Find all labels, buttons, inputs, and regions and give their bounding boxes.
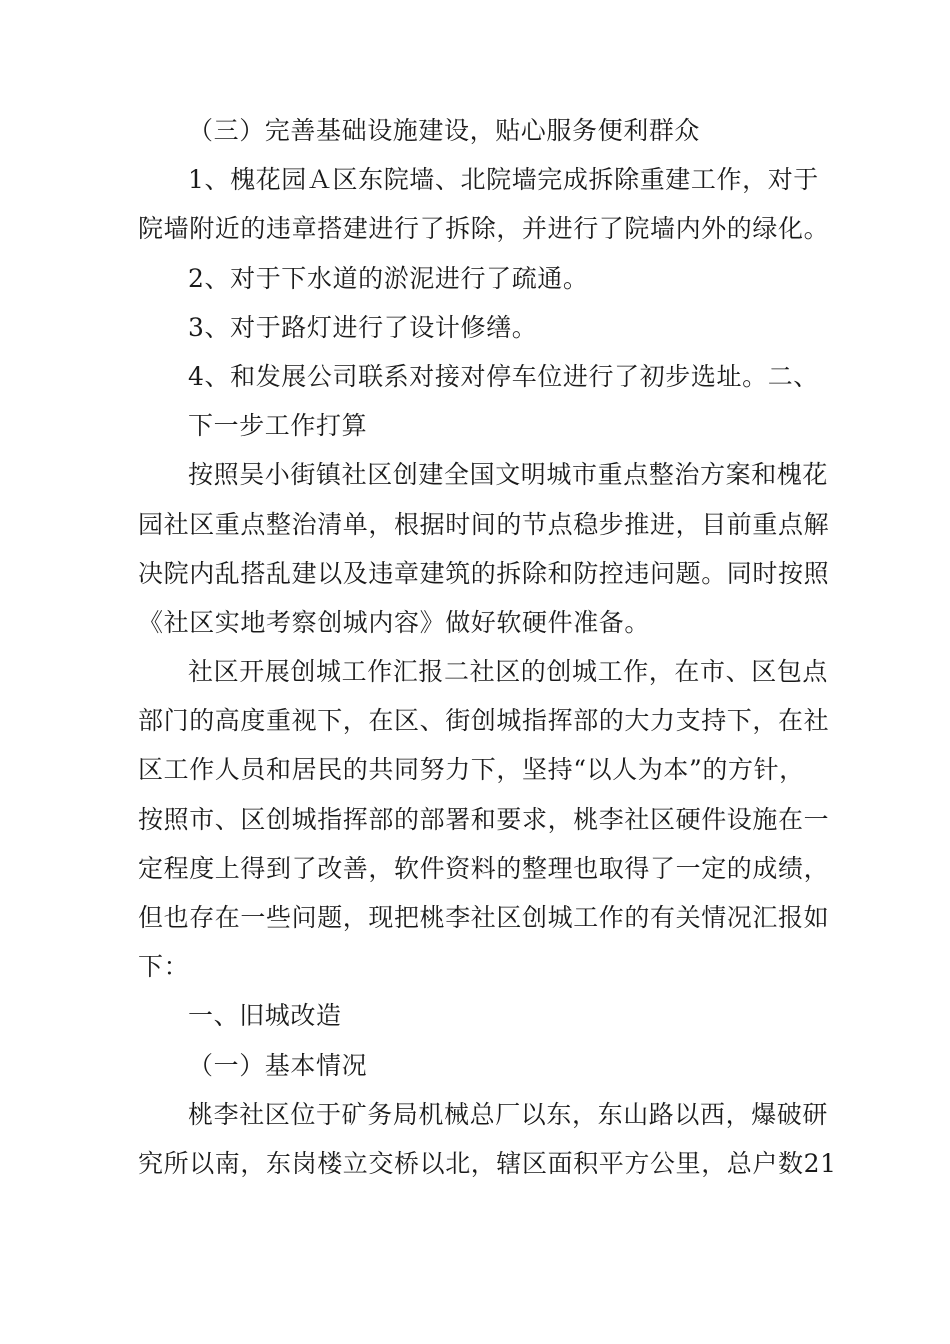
paragraph-line: 《社区实地考察创城内容》做好软硬件准备。: [138, 607, 651, 637]
section-heading-next-steps: 下一步工作打算: [188, 411, 368, 441]
paragraph-line: 1、槐花园Ａ区东院墙、北院墙完成拆除重建工作，对于: [188, 165, 819, 195]
paragraph-line: 3、对于路灯进行了设计修缮。: [188, 312, 538, 342]
paragraph-line: 社区开展创城工作汇报二社区的创城工作，在市、区包点: [188, 657, 829, 687]
paragraph-line: 区工作人员和居民的共同努力下，坚持“以人为本”的方针，: [138, 755, 805, 785]
paragraph-line: 按照市、区创城指挥部的部署和要求，桃李社区硬件设施在一: [138, 804, 830, 834]
paragraph-line: 院墙附近的违章搭建进行了拆除，并进行了院墙内外的绿化。: [138, 214, 830, 244]
paragraph-line: 园社区重点整治清单，根据时间的节点稳步推进，目前重点解: [138, 509, 830, 539]
paragraph-line: 桃李社区位于矿务局机械总厂以东，东山路以西，爆破研: [188, 1099, 829, 1129]
paragraph-line: 按照吴小街镇社区创建全国文明城市重点整治方案和槐花: [188, 460, 829, 490]
paragraph-line: 下：: [138, 952, 190, 982]
paragraph-line: 定程度上得到了改善，软件资料的整理也取得了一定的成绩，: [138, 853, 830, 883]
section-heading-3: （三）完善基础设施建设，贴心服务便利群众: [188, 116, 701, 145]
paragraph-line: 4、和发展公司联系对接对停车位进行了初步选址。二、: [188, 361, 819, 391]
paragraph-line: 决院内乱搭乱建以及违章建筑的拆除和防控违问题。同时按照: [138, 558, 830, 588]
subsection-heading-1: （一）基本情况: [188, 1050, 368, 1080]
paragraph-line: 究所以南，东岗楼立交桥以北，辖区面积平方公里，总户数21: [138, 1148, 837, 1178]
paragraph-line: 2、对于下水道的淤泥进行了疏通。: [188, 263, 589, 293]
document-body: [138, 106, 837, 1188]
paragraph-line: 部门的高度重视下，在区、街创城指挥部的大力支持下，在社: [138, 706, 830, 736]
section-heading-1: 一、旧城改造: [188, 1001, 342, 1031]
paragraph-line: 但也存在一些问题，现把桃李社区创城工作的有关情况汇报如: [138, 903, 830, 932]
